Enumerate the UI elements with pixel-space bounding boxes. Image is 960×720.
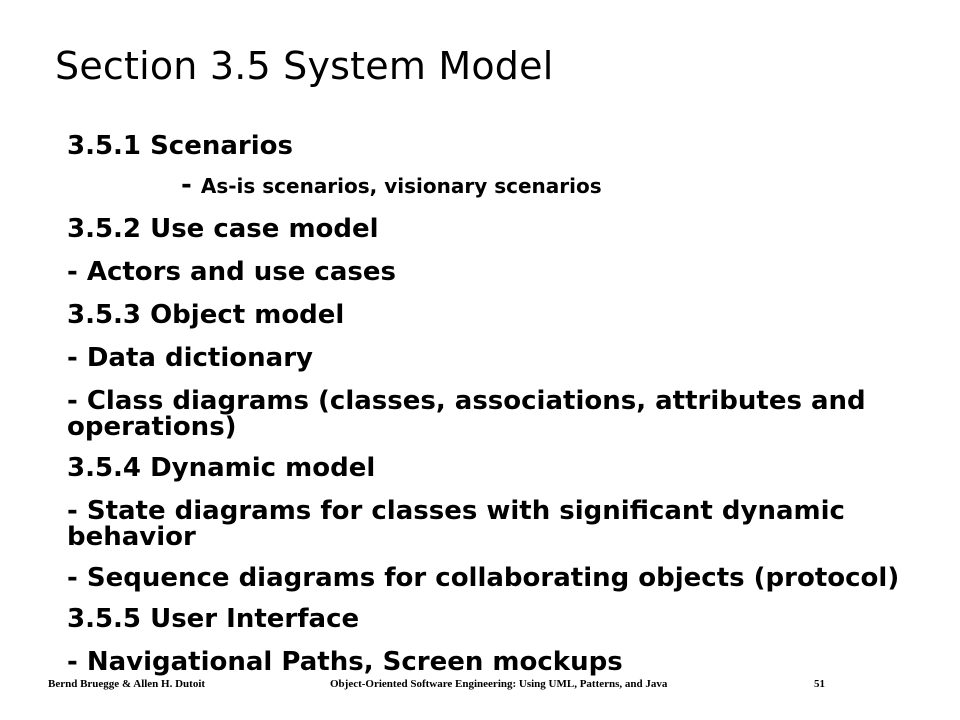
slide-content [67, 133, 937, 692]
list-item-actors: - Actors and use cases [67, 257, 396, 287]
list-item-object-model: 3.5.3 Object model [67, 300, 345, 330]
list-item-scenarios: 3.5.1 Scenarios [67, 131, 293, 161]
list-item-use-case-model: 3.5.2 Use case model [67, 214, 379, 244]
footer-page-number: 51 [814, 678, 825, 690]
list-item-dynamic-model: 3.5.4 Dynamic model [67, 453, 376, 483]
list-item-user-interface: 3.5.5 User Interface [67, 604, 360, 634]
list-item-sequence-diagrams: - Sequence diagrams for collaborating objects (protocol) [67, 563, 900, 593]
list-item-data-dictionary: - Data dictionary [67, 343, 313, 373]
list-item-scenarios-detail-text: As-is scenarios, visionary scenarios [200, 174, 602, 198]
list-item-scenarios-detail [67, 170, 937, 200]
list-item-navigational-paths: - Navigational Paths, Screen mockups [67, 647, 623, 677]
slide-title: Section 3.5 System Model [55, 44, 554, 88]
list-item-state-diagrams: - State diagrams for classes with significant dynamic behavior [67, 496, 845, 552]
footer-authors: Bernd Bruegge & Allen H. Dutoit [48, 678, 206, 690]
dash-mark: - [181, 170, 201, 200]
footer-book-title: Object-Oriented Software Engineering: Using UML, Patterns, and Java [330, 678, 668, 690]
list-item-class-diagrams: - Class diagrams (classes, associations, attributes and operations) [67, 386, 866, 442]
